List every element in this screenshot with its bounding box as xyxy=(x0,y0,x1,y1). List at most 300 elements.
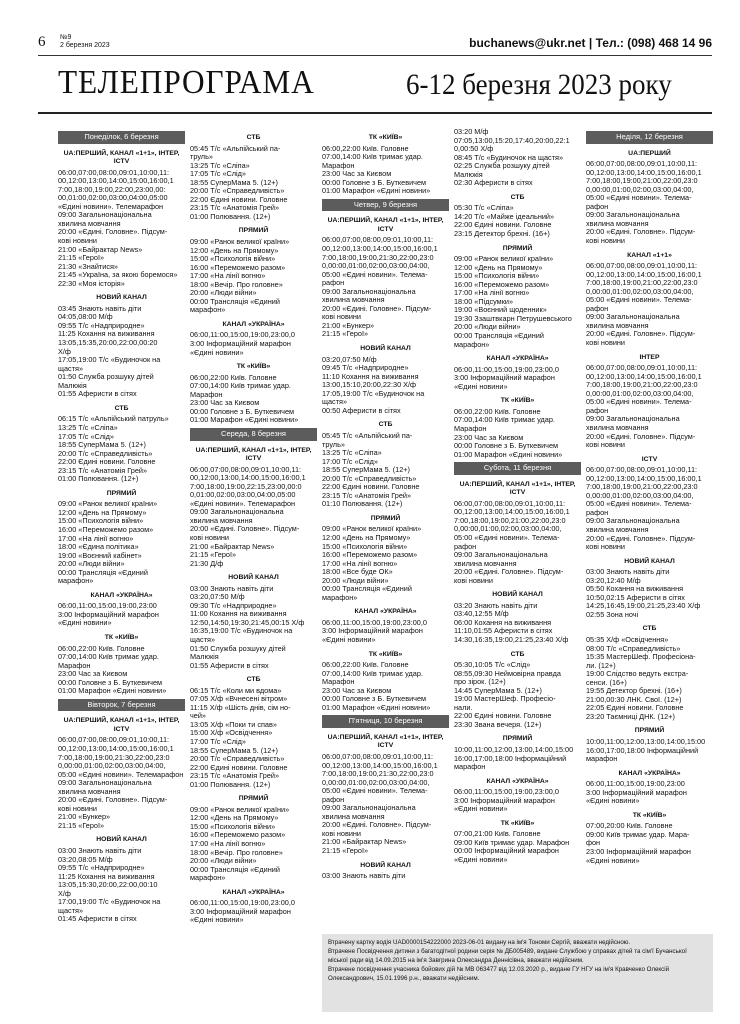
program-line: 00:00 Головне з Б. Буткевичем xyxy=(322,177,427,187)
program-listing xyxy=(322,356,449,416)
channel-header: UA:ПЕРШИЙ, КАНАЛ «1+1», ІНТЕР, ICTV xyxy=(63,717,180,733)
program-listing xyxy=(454,788,581,814)
program-line: рафон xyxy=(586,405,609,415)
program-line: 00,12:00,13:00,14:00,15:00,16:00,1 xyxy=(454,507,570,517)
program-listing xyxy=(322,145,449,196)
program-line: 18:00 «Вечір. Про головне» xyxy=(190,847,283,857)
program-line: 21:15 «Герої» xyxy=(322,846,369,856)
channel-header: ТК «КИЇВ» xyxy=(500,397,535,405)
program-line: 00,12:00,13:00,14:00,15:00,16:00,1 xyxy=(322,244,438,254)
program-line: марафон» xyxy=(190,305,226,315)
program-listing xyxy=(586,738,713,764)
channel-header: ТК «КИЇВ» xyxy=(632,811,667,819)
program-listing xyxy=(586,822,713,865)
program-line: 00:00 Головне з Б. Буткевичем xyxy=(322,694,427,704)
program-line: 7:00,18:00,19:00,21:00,22:00,23:0 xyxy=(586,380,698,390)
program-line: 09:00 «Ранок великої країни» xyxy=(322,524,422,534)
program-line: Марафон xyxy=(454,423,487,433)
program-line: 01:10 Полювання. (12+) xyxy=(322,499,403,509)
program-line: фон xyxy=(586,838,601,848)
program-listing xyxy=(454,830,581,864)
program-line: хвилина мовчання xyxy=(586,524,649,534)
program-line: 09:00 «Ранок великої країни» xyxy=(190,237,290,247)
program-line: 20:00 «Єдині. Головне». Підсум- xyxy=(58,795,168,805)
channel-header: НОВИЙ КАНАЛ xyxy=(96,294,147,302)
program-line: 23:30 Звана вечеря. (12+) xyxy=(454,719,542,729)
program-line: 00,01:00,02:00,03:00,04:00,05:00 xyxy=(58,193,168,203)
program-line: щастя» xyxy=(58,363,84,373)
notice-line: Втрачену картку водія UAD0000154222000 2023-06-01 видану на ім'я Тономи Сергій, вважати недійсною. xyxy=(328,939,631,946)
program-line: 03:20,07:50 М/ф xyxy=(322,354,377,364)
program-line: 06:00,07:00,08:00,09:01,10:00,11: xyxy=(586,363,698,373)
program-line: 09:00 Загальнонаціональна xyxy=(454,550,548,560)
channel-header: СТБ xyxy=(114,404,129,412)
program-line: 13:00,15:10,20:00,22:30 Х/ф xyxy=(322,380,417,390)
program-line: 7:00,18:00,19:00,21:00,22:00,23:0 xyxy=(586,176,698,186)
program-line: 20:00 «Люди війни» xyxy=(190,856,257,866)
program-line: 21:30 «Знайтися» xyxy=(58,261,118,271)
program-listing xyxy=(454,661,581,729)
program-line: 19:30 Ззаштвкарн Петрушевського xyxy=(454,313,572,323)
channel-header: НОВИЙ КАНАЛ xyxy=(624,557,675,565)
program-line: 3:00 Інформаційний марафон xyxy=(454,373,555,383)
program-line: 20:00 «Єдині. Головне». Підсум- xyxy=(586,227,696,237)
program-line: 23:15 Т/с «Анатомія Грей» xyxy=(190,771,280,781)
program-line: 07:00,14:00 Київ тримає удар. xyxy=(322,152,423,162)
program-line: 21:15 «Герої» xyxy=(190,550,237,560)
program-line: хвилина мовчання xyxy=(322,811,385,821)
program-line: хвилина мовчання xyxy=(322,295,385,305)
program-line: 12:00 «День на Прямому» xyxy=(322,532,411,542)
program-line: сенси. (16+) xyxy=(586,677,627,687)
program-line: труль» xyxy=(322,439,345,449)
program-line: 7:00,18:00,19:00,21:30,22:00,23:0 xyxy=(322,769,434,779)
program-line: 16:35,19:00 Т/с «Будиночок на xyxy=(190,626,293,636)
program-line: 01:00 Марафон «Єдині новини» xyxy=(58,686,167,696)
program-line: 03:00 Знають навіть діти xyxy=(190,583,274,593)
program-line: 22:05 Єдині новини. Головне xyxy=(586,703,684,713)
program-listing xyxy=(190,585,317,670)
channel-header: СТБ xyxy=(246,676,261,684)
program-line: 7:00,18:00,19:00,21:30,22:00,23:0 xyxy=(58,752,170,762)
program-line: 23:15 Т/с «Анатомія Грей» xyxy=(58,465,148,475)
program-line: 03:20 М/ф xyxy=(454,128,489,136)
program-line: марафон» xyxy=(58,576,94,586)
program-line: 00:00 Трансляція «Єдиний xyxy=(190,296,280,306)
program-line: «Єдині новини» xyxy=(454,804,508,814)
program-line: 16:00 «Переможемо разом» xyxy=(190,830,286,840)
program-line: 0,00:00,01:00,02:00,03:00,04:00, xyxy=(586,184,694,194)
channel-header: ПРЯМИЙ xyxy=(106,489,137,497)
channel-header: НОВИЙ КАНАЛ xyxy=(228,574,279,582)
program-line: хвилина мовчання xyxy=(454,558,517,568)
program-line: 06:00,11:00,15:00,19:00,23:00 xyxy=(58,601,157,611)
program-line: 0,00:00,01:00,02:00,03:00,04:00, xyxy=(454,524,562,534)
program-line: хвилина мовчання xyxy=(58,786,121,796)
program-line: 01:00 Марафон «Єдині новини» xyxy=(322,702,431,712)
program-line: марафон xyxy=(586,754,618,764)
program-line: 03:00 Знають навіть діти xyxy=(322,871,406,881)
notice-line: Олександрович, 15.01.1996 р.н., вважати недійсним. xyxy=(328,975,480,982)
program-line: 05:00 «Єдині новини». Телема- xyxy=(454,532,560,542)
program-line: 17:00 «На лінії вогню» xyxy=(190,839,266,849)
program-line: 05:00 «Єдині новини». Телема- xyxy=(322,786,428,796)
program-line: 21:00 «Байрактар News» xyxy=(58,244,143,254)
program-line: 7:00,18:00,19:00,22:00,23:00,00: xyxy=(58,184,166,194)
program-line: 09:00 Загальнонаціональна xyxy=(190,507,284,517)
program-line: 17:00 «На лінії вогню» xyxy=(58,533,134,543)
channel-header: СТБ xyxy=(378,421,393,429)
program-line: «Єдині новини». Телемарафон xyxy=(58,201,164,211)
program-line: 3:00 Інформаційний марафон xyxy=(190,906,291,916)
date-range: 6-12 березня 2023 року xyxy=(406,68,672,101)
program-listing xyxy=(58,500,185,585)
program-listing xyxy=(322,525,449,602)
program-line: про зірок. (12+) xyxy=(454,677,506,687)
program-line: 14:20 Т/с «Майже ідеальний» xyxy=(454,211,555,221)
program-line: 18:00 «Вечір. Про головне» xyxy=(190,279,283,289)
program-line: 18:55 СуперМама 5. (12+) xyxy=(322,465,410,475)
program-listing xyxy=(454,408,581,459)
program-line: 06:00,11:00,15:00,19:00,23:00,0 xyxy=(190,330,295,340)
program-listing xyxy=(190,899,317,925)
day-header: П'ятниця, 10 березня xyxy=(322,715,449,728)
program-line: 15:00 «Психологія війни» xyxy=(322,541,408,551)
program-listing xyxy=(586,636,713,721)
program-line: 06:00,07:00,08:00,09:01,10:00,11: xyxy=(322,752,434,761)
channel-header: КАНАЛ «УКРАЇНА» xyxy=(354,608,417,616)
program-listing xyxy=(454,255,581,349)
program-line: 7:00,18:00,19:00,21:30,22:00,23:0 xyxy=(322,252,434,262)
program-line: 10:50,02:15 Аферисти в сітях xyxy=(586,592,685,602)
channel-header: КАНАЛ «УКРАЇНА» xyxy=(90,591,153,599)
schedule-column-4 xyxy=(454,128,581,984)
program-line: 23:00 Час за Києвом xyxy=(58,669,128,679)
program-listing xyxy=(322,619,449,645)
channel-header: ПРЯМИЙ xyxy=(502,735,533,743)
channel-header: КАНАЛ «УКРАЇНА» xyxy=(222,888,285,896)
day-header: Вівторок, 7 березня xyxy=(58,699,185,712)
program-line: 16:00,17:00,18:00 Інформаційний xyxy=(454,753,567,763)
program-line: 05:30 Т/с «Сліпа» xyxy=(454,203,514,213)
program-line: 3:00 Інформаційний марафон xyxy=(58,609,159,619)
program-line: 0,00:00,01:00,02:00,03:00,04:00, xyxy=(322,777,430,787)
program-line: 07:05,13:00,15:20,17:40,20:00,22:1 xyxy=(454,135,570,145)
program-line: Малюкія xyxy=(190,652,219,662)
program-line: марафон» xyxy=(322,592,358,602)
program-line: 0,00:50 Х/ф xyxy=(454,144,494,154)
program-line: 17:00 «На лінії вогню» xyxy=(454,288,530,298)
program-line: 20:00 «Єдині. Головне». Підсум- xyxy=(586,533,696,543)
page-title: ТЕЛЕПРОГРАМА xyxy=(58,64,315,101)
program-line: 06:00,07:00,08:00,09:01,10:00,11: xyxy=(586,159,698,169)
program-line: «Єдині новини» xyxy=(322,634,376,644)
program-listing xyxy=(190,331,317,357)
program-line: 19:00 Слідство ведуть екстра- xyxy=(586,669,689,679)
day-header: Середа, 8 березня xyxy=(190,428,317,441)
program-line: 03:20,12:40 М/ф xyxy=(586,575,641,585)
program-line: хвилина мовчання xyxy=(586,320,649,330)
program-line: 23:00 Час за Києвом xyxy=(322,685,392,695)
program-line: 09:00 «Ранок великої країни» xyxy=(454,254,554,264)
program-listing xyxy=(58,602,185,628)
program-line: хвилина мовчання xyxy=(586,422,649,432)
program-line: 09:00 «Ранок великої країни» xyxy=(190,804,290,814)
program-line: 16:00,17:00,18:00 Інформаційний xyxy=(586,745,699,755)
notice-line: Втрачене посвідчення учасника бойових дій № МВ 063477 від 12.03.2020 р., видане ГУ НГУ на ім'я Кравченко Олексій xyxy=(328,966,670,973)
program-line: 06:00,11:00,15:00,19:00,23:00 xyxy=(586,779,685,789)
program-line: Марафон xyxy=(322,160,355,170)
program-line: 16:00 «Переможемо разом» xyxy=(322,550,418,560)
program-line: 17:05,19:00 Т/с «Будиночок на xyxy=(58,355,161,365)
program-line: 23:00 Час за Києвом xyxy=(322,169,392,179)
program-line: 0,00:00,01:00,02:00,03:00,04:00, xyxy=(586,490,694,500)
program-line: 05:45 Т/с «Альпійський па- xyxy=(322,430,413,440)
program-listing xyxy=(322,872,449,881)
program-line: 14:30,16:35,19:00,21:25,23:40 Х/ф xyxy=(454,634,569,644)
program-line: 09:00 Загальнонаціональна xyxy=(58,778,152,788)
program-line: 03:20,07:50 М/ф xyxy=(190,592,245,602)
program-listing xyxy=(58,736,185,830)
program-line: 10:00,11:00,12:00,13:00,14:00,15:00 xyxy=(454,745,574,754)
program-line: 13:25 Т/с «Сліпа» xyxy=(322,448,382,458)
channel-header: UA:ПЕРШИЙ, КАНАЛ «1+1», ІНТЕР, ICTV xyxy=(459,480,576,497)
program-line: 20:00 «Єдині. Головне». Підсум- xyxy=(322,820,432,830)
program-listing xyxy=(454,128,581,188)
program-line: 19:55 Детектор брехні. (16+) xyxy=(586,686,682,696)
program-line: хвилина мовчання xyxy=(190,515,253,525)
program-listing xyxy=(454,746,581,772)
program-line: 09:00 Загальнонаціональна xyxy=(322,286,416,296)
program-line: 02:25 Служба розшуку дітей xyxy=(454,161,550,171)
program-line: 03:45 Знають навіть діти xyxy=(58,303,142,313)
program-listing xyxy=(58,169,185,289)
program-line: 18:00 «Все буде ОК» xyxy=(322,567,393,577)
program-line: 16:00 «Переможемо разом» xyxy=(190,262,286,272)
program-line: 03:20 Знають навіть діти xyxy=(454,600,538,610)
program-line: 07:00,14:00 Київ тримає удар. xyxy=(454,415,555,425)
program-line: 3:00 Інформаційний марафон xyxy=(322,626,423,636)
program-line: 21:15 «Герої» xyxy=(58,820,105,830)
program-line: 01:55 Аферисти в сітях xyxy=(190,660,269,670)
program-listing xyxy=(586,262,713,347)
program-line: рафон xyxy=(586,507,609,517)
program-line: 02:55 Зона ночі xyxy=(586,609,639,619)
program-line: 3:00 Інформаційний марафон xyxy=(190,339,291,349)
channel-header: НОВИЙ КАНАЛ xyxy=(360,345,411,353)
program-line: 10:00,11:00,12:00,13:00,14:00,15:00 xyxy=(586,737,706,746)
program-line: 01:00 Марафон «Єдині новини» xyxy=(454,449,563,459)
program-line: 06:00,07:00,08:00,09:01,10:00,11: xyxy=(586,465,698,475)
channel-header: ICTV xyxy=(641,455,658,463)
program-line: 01:00 Полювання. (12+) xyxy=(58,474,139,484)
program-line: 15:00 «Психологія війни» xyxy=(58,516,144,526)
program-line: 15:35 МастерШеф. Професіона- xyxy=(586,652,696,662)
program-line: марафон» xyxy=(454,339,490,349)
program-line: «Єдині новини» xyxy=(454,381,508,391)
program-line: 00:00 Трансляція «Єдиний xyxy=(454,331,544,341)
program-line: 05:00 «Єдині новини». Телема- xyxy=(322,269,428,279)
channel-header: СТБ xyxy=(246,134,261,141)
program-line: 06:15 Т/с «Коли ми вдома» xyxy=(190,685,282,695)
program-line: 01:45 Аферисти в сітях xyxy=(58,914,137,924)
program-line: 0,00:00,01:00,02:00,03:00,04:00, xyxy=(586,388,694,398)
program-line: 14:25,16:45,19:00,21:25,23:40 Х/ф xyxy=(586,601,701,611)
program-line: кові новини xyxy=(322,828,362,838)
program-listing xyxy=(454,500,581,585)
program-line: кові новини xyxy=(190,532,230,542)
program-line: 20:00 Т/с «Справедливість» xyxy=(190,754,285,764)
program-line: 00,12:00,13:00,14:00,15:00,16:00,1 xyxy=(58,176,174,186)
program-line: 22:00 Єдині новини. Головне xyxy=(190,194,288,204)
program-line: 23:00 Час за Києвом xyxy=(190,398,260,408)
channel-header: НОВИЙ КАНАЛ xyxy=(96,836,147,844)
program-line: 02:30 Аферисти в сітях xyxy=(454,178,533,188)
program-listing xyxy=(58,645,185,696)
channel-header: ТК «КИЇВ» xyxy=(368,650,403,658)
channel-header: UA:ПЕРШИЙ, КАНАЛ «1+1», ІНТЕР, ICTV xyxy=(195,446,312,463)
program-line: 05:00 «Єдині новини». Телема- xyxy=(586,193,692,203)
program-line: 19:00 МастерШеф. Професіо- xyxy=(454,694,556,704)
program-listing xyxy=(322,753,449,856)
program-line: 23:15 Т/с «Анатомія Грей» xyxy=(322,490,412,500)
program-listing xyxy=(190,466,317,569)
program-line: 20:00 «Єдині. Головне». Підсум- xyxy=(586,329,696,339)
program-line: 05:00 «Єдині новини». Телемарафон xyxy=(58,769,184,779)
channel-header: ПРЯМИЙ xyxy=(238,227,269,235)
program-line: 21:30 Д/ф xyxy=(190,558,224,568)
channel-header: КАНАЛ «УКРАЇНА» xyxy=(222,320,285,328)
program-line: 18:00 «Підсумки» xyxy=(454,296,514,306)
program-line: 20:00 «Єдині. Головне». Підсум- xyxy=(454,567,564,577)
program-line: 15:00 «Психологія війни» xyxy=(190,254,276,264)
program-line: 17:00,19:00 Т/с «Будиночок на xyxy=(58,897,161,907)
program-listing xyxy=(454,366,581,392)
program-line: хвилина мовчання xyxy=(586,218,649,228)
program-line: кові новини xyxy=(586,338,626,348)
schedule-column-1 xyxy=(58,128,185,984)
channel-header: ІНТЕР xyxy=(639,353,660,361)
program-line: 05:00 «Єдині новини». Телема- xyxy=(586,499,692,509)
program-line: 20:00 «Єдині. Головне». Підсум- xyxy=(190,524,300,534)
program-line: 17:05,19:00 Т/с «Будиночок на xyxy=(322,388,425,398)
program-line: 06:15 Т/с «Альпійський патруль» xyxy=(58,414,169,424)
program-listing xyxy=(454,204,581,238)
program-line: 11:25 Кохання на виживання xyxy=(58,871,155,881)
program-line: 07:00,20:00 Київ. Головне xyxy=(586,821,673,831)
program-line: 06:00,07:00,08:00,09:01,10:00,11: xyxy=(58,735,170,745)
issue-date: 2 березня 2023 xyxy=(60,42,110,49)
program-line: 00:00 Головне з Б. Буткевичем xyxy=(454,441,559,451)
channel-header: СТБ xyxy=(642,625,657,633)
program-line: 03:20,08:05 М/ф xyxy=(58,854,113,864)
program-line: 21:15 «Герої» xyxy=(58,253,105,263)
program-line: 01:00 Полювання. (12+) xyxy=(190,211,271,221)
day-header: Неділя, 12 березня xyxy=(586,131,713,144)
program-line: 17:00 Т/с «Слід» xyxy=(322,456,378,466)
page-header xyxy=(38,32,712,56)
day-header: Понеділок, 6 березня xyxy=(58,131,185,144)
program-line: 7:00,18:00,19:00,21:00,22:00,23:0 xyxy=(454,515,566,525)
program-line: 12:00 «День на Прямому» xyxy=(190,245,279,255)
program-line: 13:05 Х/ф «Поки ти спав» xyxy=(190,719,277,729)
program-line: 21:45 «Україна, за якою боремося» xyxy=(58,270,178,280)
program-line: 00,12:00,13:00,14:00,15:00,16:00,1 xyxy=(58,744,174,753)
channel-header: ТК «КИЇВ» xyxy=(368,134,403,141)
program-line: Х/ф xyxy=(58,888,71,898)
program-listing xyxy=(58,847,185,924)
program-line: кові новини xyxy=(586,440,626,450)
program-line: 05:45 Т/с «Альпійський па- xyxy=(190,143,281,153)
program-line: 21:00,00:30 ЛНК. Свої. (12+) xyxy=(586,694,682,704)
program-line: «Єдині новини». Телемарафон xyxy=(190,498,296,508)
program-line: 06:00,22:00 Київ. Головне xyxy=(58,643,145,653)
program-listing xyxy=(322,432,449,509)
notice-line: міської ради від 14.09.2015 на ім'я Завгрина Олександра Деннісівна, вважати недійсним. xyxy=(328,957,584,964)
channel-header: НОВИЙ КАНАЛ xyxy=(360,861,411,869)
program-line: «Єдині новини» xyxy=(586,855,640,865)
program-line: 04:05,08:00 М/ф xyxy=(58,312,113,322)
channel-header: ПРЯМИЙ xyxy=(634,727,665,735)
program-line: 06:00,07:00,08:00,09:01,10:00,11: xyxy=(58,167,170,177)
channel-header: ТК «КИЇВ» xyxy=(104,633,139,641)
program-line: кові новини xyxy=(586,542,626,552)
program-line: 08:00 Т/с «Справедливість» xyxy=(586,643,681,653)
program-line: 19:00 «Воєнний кабінет» xyxy=(58,550,142,560)
program-line: 07:00,14:00 Київ тримає удар. xyxy=(58,652,159,662)
program-line: 17:00 «На лінії вогню» xyxy=(322,558,398,568)
schedule-column-2 xyxy=(190,128,317,984)
program-line: 00,12:00,13:00,14:00,15:00,16:00,1 xyxy=(586,473,702,483)
program-listing xyxy=(190,374,317,425)
program-line: Марафон xyxy=(190,389,223,399)
program-line: Х/ф xyxy=(58,346,71,356)
program-line: 09:55 Т/с «Надприродне» xyxy=(58,863,145,873)
program-line: «Єдині новини» xyxy=(454,855,508,865)
program-line: 06:00,07:00,08:00,09:01,10:00,11: xyxy=(454,498,566,508)
program-listing xyxy=(190,806,317,883)
program-line: 00,12:00,13:00,14:00,15:00,16:00,1 xyxy=(586,167,702,177)
program-line: рафон xyxy=(586,201,609,211)
program-line: 09:30 Т/с «Надприродне» xyxy=(190,600,277,610)
program-line: 0,00:00,01:00,02:00,03:00,04:00, xyxy=(586,286,694,296)
program-line: ли. (12+) xyxy=(586,660,616,670)
program-listing xyxy=(586,568,713,619)
program-line: рафон xyxy=(322,794,345,804)
program-line: 22:30 «Моя історія» xyxy=(58,278,125,288)
program-line: нали. xyxy=(454,702,473,712)
program-line: 0,01:00,02:00,03:00,04:00,05:00 xyxy=(190,490,296,500)
program-line: 11:25 Кохання на виживання xyxy=(58,329,155,339)
channel-header: СТБ xyxy=(510,650,525,658)
channel-header: UA:ПЕРШИЙ, КАНАЛ «1+1», ІНТЕР, ICTV xyxy=(63,149,180,166)
program-line: Марафон xyxy=(322,677,355,687)
program-line: марафон xyxy=(454,762,486,772)
notices-box xyxy=(322,934,713,1012)
program-line: 23:00 Час за Києвом xyxy=(454,432,524,442)
program-line: 06:00 Кохання на виживання xyxy=(454,617,552,627)
program-line: 09:00 Загальнонаціональна xyxy=(586,414,680,424)
program-line: 06:00,22:00 Київ. Головне xyxy=(190,372,277,382)
program-line: 11:00 Кохання на виживання xyxy=(190,609,287,619)
program-line: 09:45 Т/с «Надприродне» xyxy=(322,363,409,373)
program-line: 08:45 Т/с «Будиночок на щастя» xyxy=(454,152,564,162)
channel-header: НОВИЙ КАНАЛ xyxy=(492,591,543,599)
program-line: 09:00 «Ранок великої країни» xyxy=(58,499,158,509)
program-line: 01:55 Аферисти в сітях xyxy=(58,389,137,399)
program-line: 06:00,11:00,15:00,19:00,23:00,0 xyxy=(190,898,295,908)
notice-line: Втрачене Посвідчення дитини з багатодітної родини серія № ДБ005489, видане Службою у справах дітей та сім'ї Бучанської xyxy=(328,948,687,955)
